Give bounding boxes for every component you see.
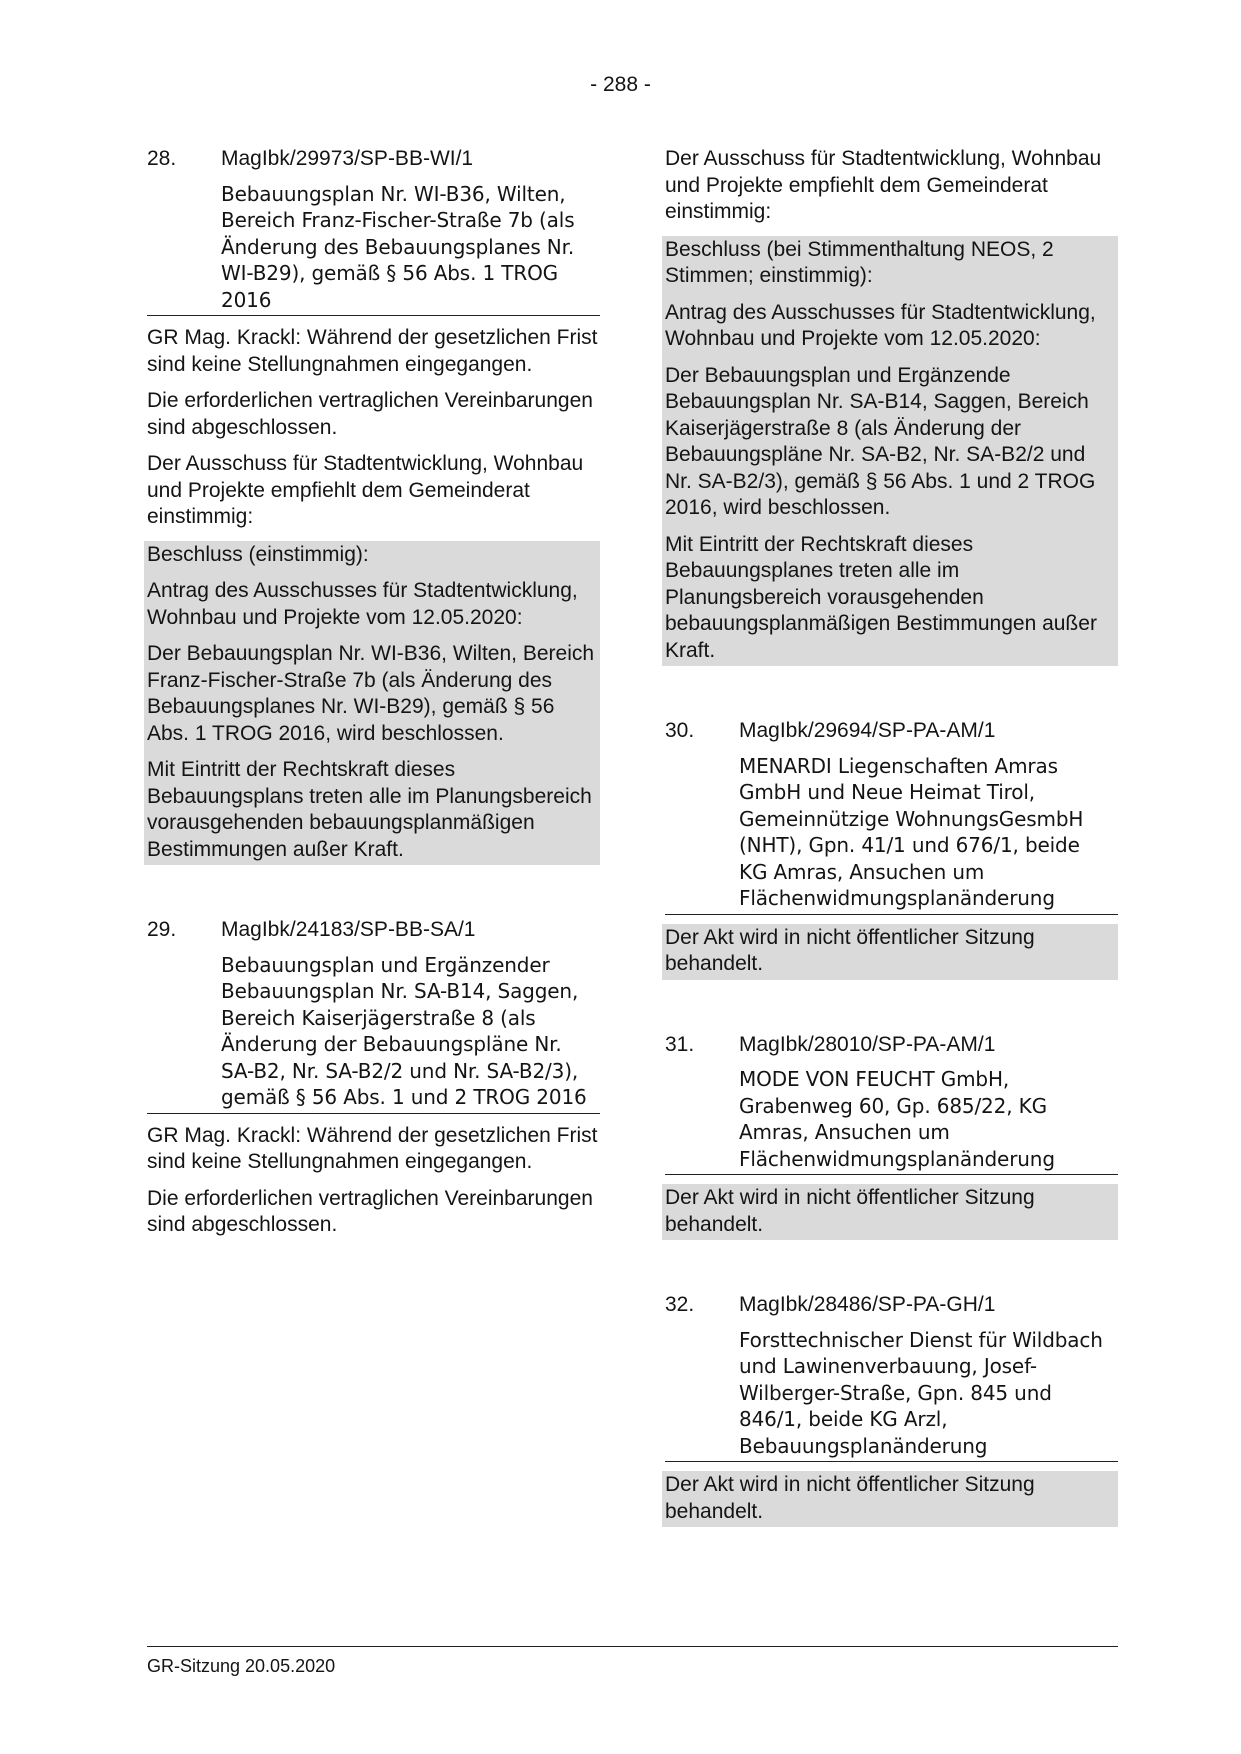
item-reference: MagIbk/28010/SP-PA-AM/1 bbox=[739, 1032, 996, 1056]
decision-text: Der Bebauungsplan Nr. WI-B36, Wilten, Bereich Franz-Fischer-Straße 7b (als Änderung des Bebauungsplanes Nr. WI-B29), gemäß § 56 Abs. 1 TROG 2016, wird beschlossen. bbox=[147, 642, 595, 745]
item-number: 32. bbox=[665, 1293, 695, 1316]
note-box bbox=[662, 1471, 1118, 1527]
decision-heading: Beschluss (bei Stimmenthaltung NEOS, 2 Stimmen; einstimmig): bbox=[665, 237, 1054, 287]
agenda-item-28 bbox=[147, 146, 600, 865]
right-column bbox=[665, 146, 1118, 1527]
statement-paragraph: GR Mag. Krackl: Während der gesetzlichen Frist sind keine Stellungnahmen eingegangen. bbox=[147, 1123, 598, 1173]
agreements-paragraph: Die erforderlichen vertraglichen Vereinbarungen sind abgeschlossen. bbox=[147, 1186, 593, 1236]
item-header bbox=[147, 917, 600, 944]
decision-motion: Antrag des Ausschusses für Stadtentwicklung, Wohnbau und Projekte vom 12.05.2020: bbox=[147, 579, 578, 629]
agenda-item-29 bbox=[147, 917, 600, 1239]
item-number: 30. bbox=[665, 719, 695, 742]
spacer bbox=[665, 980, 1118, 1032]
item-title-block bbox=[665, 753, 1118, 915]
item-number: 29. bbox=[147, 918, 177, 941]
spacer bbox=[665, 666, 1118, 718]
item-reference: MagIbk/28486/SP-PA-GH/1 bbox=[739, 1293, 996, 1316]
item-header bbox=[665, 1292, 1118, 1319]
item-number: 31. bbox=[665, 1032, 695, 1056]
item-title: Forsttechnischer Dienst für Wildbach und Lawinenverbauung, Josef-Wilberger-Straße, Gpn. 845 und 846/1, beide KG Arzl, Bebauungsplanänderung bbox=[739, 1327, 1103, 1458]
agenda-item-30 bbox=[665, 718, 1118, 980]
item-title-block bbox=[147, 181, 600, 317]
decision-box bbox=[662, 236, 1118, 667]
item-title-block bbox=[665, 1066, 1118, 1175]
page-number: - 288 - bbox=[590, 73, 651, 96]
item-title: MENARDI Liegenschaften Amras GmbH und Neue Heimat Tirol, Gemeinnützige WohnungsGesmbH (NHT), Gpn. 41/1 und 676/1, beide KG Amras, Ansuchen um Flächenwidmungsplanänderung bbox=[739, 753, 1084, 910]
item-reference: MagIbk/24183/SP-BB-SA/1 bbox=[221, 918, 476, 941]
decision-heading: Beschluss (einstimmig): bbox=[147, 542, 369, 566]
decision-effect: Mit Eintritt der Rechtskraft dieses Bebauungsplans treten alle im Planungsbereich vorausgehenden bebauungsplanmäßigen Bestimmungen außer Kraft. bbox=[147, 758, 592, 861]
note-box bbox=[662, 1184, 1118, 1240]
left-column bbox=[147, 146, 600, 1249]
agenda-item-31 bbox=[665, 1032, 1118, 1241]
decision-motion: Antrag des Ausschusses für Stadtentwicklung, Wohnbau und Projekte vom 12.05.2020: bbox=[665, 300, 1096, 350]
item-number: 28. bbox=[147, 147, 177, 170]
page-footer: GR-Sitzung 20.05.2020 bbox=[147, 1646, 1118, 1680]
statement-paragraph: GR Mag. Krackl: Während der gesetzlichen Frist sind keine Stellungnahmen eingegangen. bbox=[147, 326, 598, 376]
decision-effect: Mit Eintritt der Rechtskraft dieses Bebauungsplanes treten alle im Planungsbereich vorausgehenden bebauungsplanmäßigen Bestimmungen außer Kraft. bbox=[665, 532, 1097, 662]
item-header bbox=[665, 718, 1118, 745]
note-box bbox=[662, 924, 1118, 980]
non-public-note: Der Akt wird in nicht öffentlicher Sitzung behandelt. bbox=[665, 925, 1035, 975]
non-public-note: Der Akt wird in nicht öffentlicher Sitzung behandelt. bbox=[665, 1186, 1035, 1236]
agenda-item-29-continued bbox=[665, 146, 1118, 666]
agenda-item-32 bbox=[665, 1292, 1118, 1527]
item-title-block bbox=[665, 1327, 1118, 1463]
item-reference: MagIbk/29694/SP-PA-AM/1 bbox=[739, 719, 996, 742]
item-title: Bebauungsplan und Ergänzender Bebauungsplan Nr. SA-B14, Saggen, Bereich Kaiserjägerstraße 8 (als Änderung der Bebauungspläne Nr. SA-B2, Nr. SA-B2/2 und Nr. SA-B2/3), gemäß § 56 Abs. 1 und 2 TROG 2016 bbox=[221, 952, 587, 1109]
item-header bbox=[665, 1032, 1118, 1059]
decision-box bbox=[144, 541, 600, 866]
non-public-note: Der Akt wird in nicht öffentlicher Sitzung behandelt. bbox=[665, 1473, 1035, 1523]
decision-text: Der Bebauungsplan und Ergänzende Bebauungsplan Nr. SA-B14, Saggen, Bereich Kaiserjägerstraße 8 (als Änderung der Bebauungspläne Nr. SA-B2, Nr. SA-B2/2 und Nr. SA-B2/3), gemäß § 56 Abs. 1 und 2 TROG 2016, wird beschlossen. bbox=[665, 363, 1096, 519]
committee-paragraph: Der Ausschuss für Stadtentwicklung, Wohnbau und Projekte empfiehlt dem Gemeinderat einstimmig: bbox=[147, 452, 584, 528]
spacer bbox=[147, 865, 600, 917]
item-title-block bbox=[147, 952, 600, 1114]
item-header bbox=[147, 146, 600, 173]
item-title: Bebauungsplan Nr. WI-B36, Wilten, Bereich Franz-Fischer-Straße 7b (als Änderung des Bebauungsplanes Nr. WI-B29), gemäß § 56 Abs. 1 TROG 2016 bbox=[221, 181, 575, 312]
item-title: MODE VON FEUCHT GmbH, Grabenweg 60, Gp. 685/22, KG Amras, Ansuchen um Flächenwidmungsplanänderung bbox=[739, 1067, 1055, 1171]
committee-paragraph: Der Ausschuss für Stadtentwicklung, Wohnbau und Projekte empfiehlt dem Gemeinderat einstimmig: bbox=[665, 147, 1102, 223]
agreements-paragraph: Die erforderlichen vertraglichen Vereinbarungen sind abgeschlossen. bbox=[147, 389, 593, 439]
item-reference: MagIbk/29973/SP-BB-WI/1 bbox=[221, 147, 474, 170]
spacer bbox=[665, 1240, 1118, 1292]
